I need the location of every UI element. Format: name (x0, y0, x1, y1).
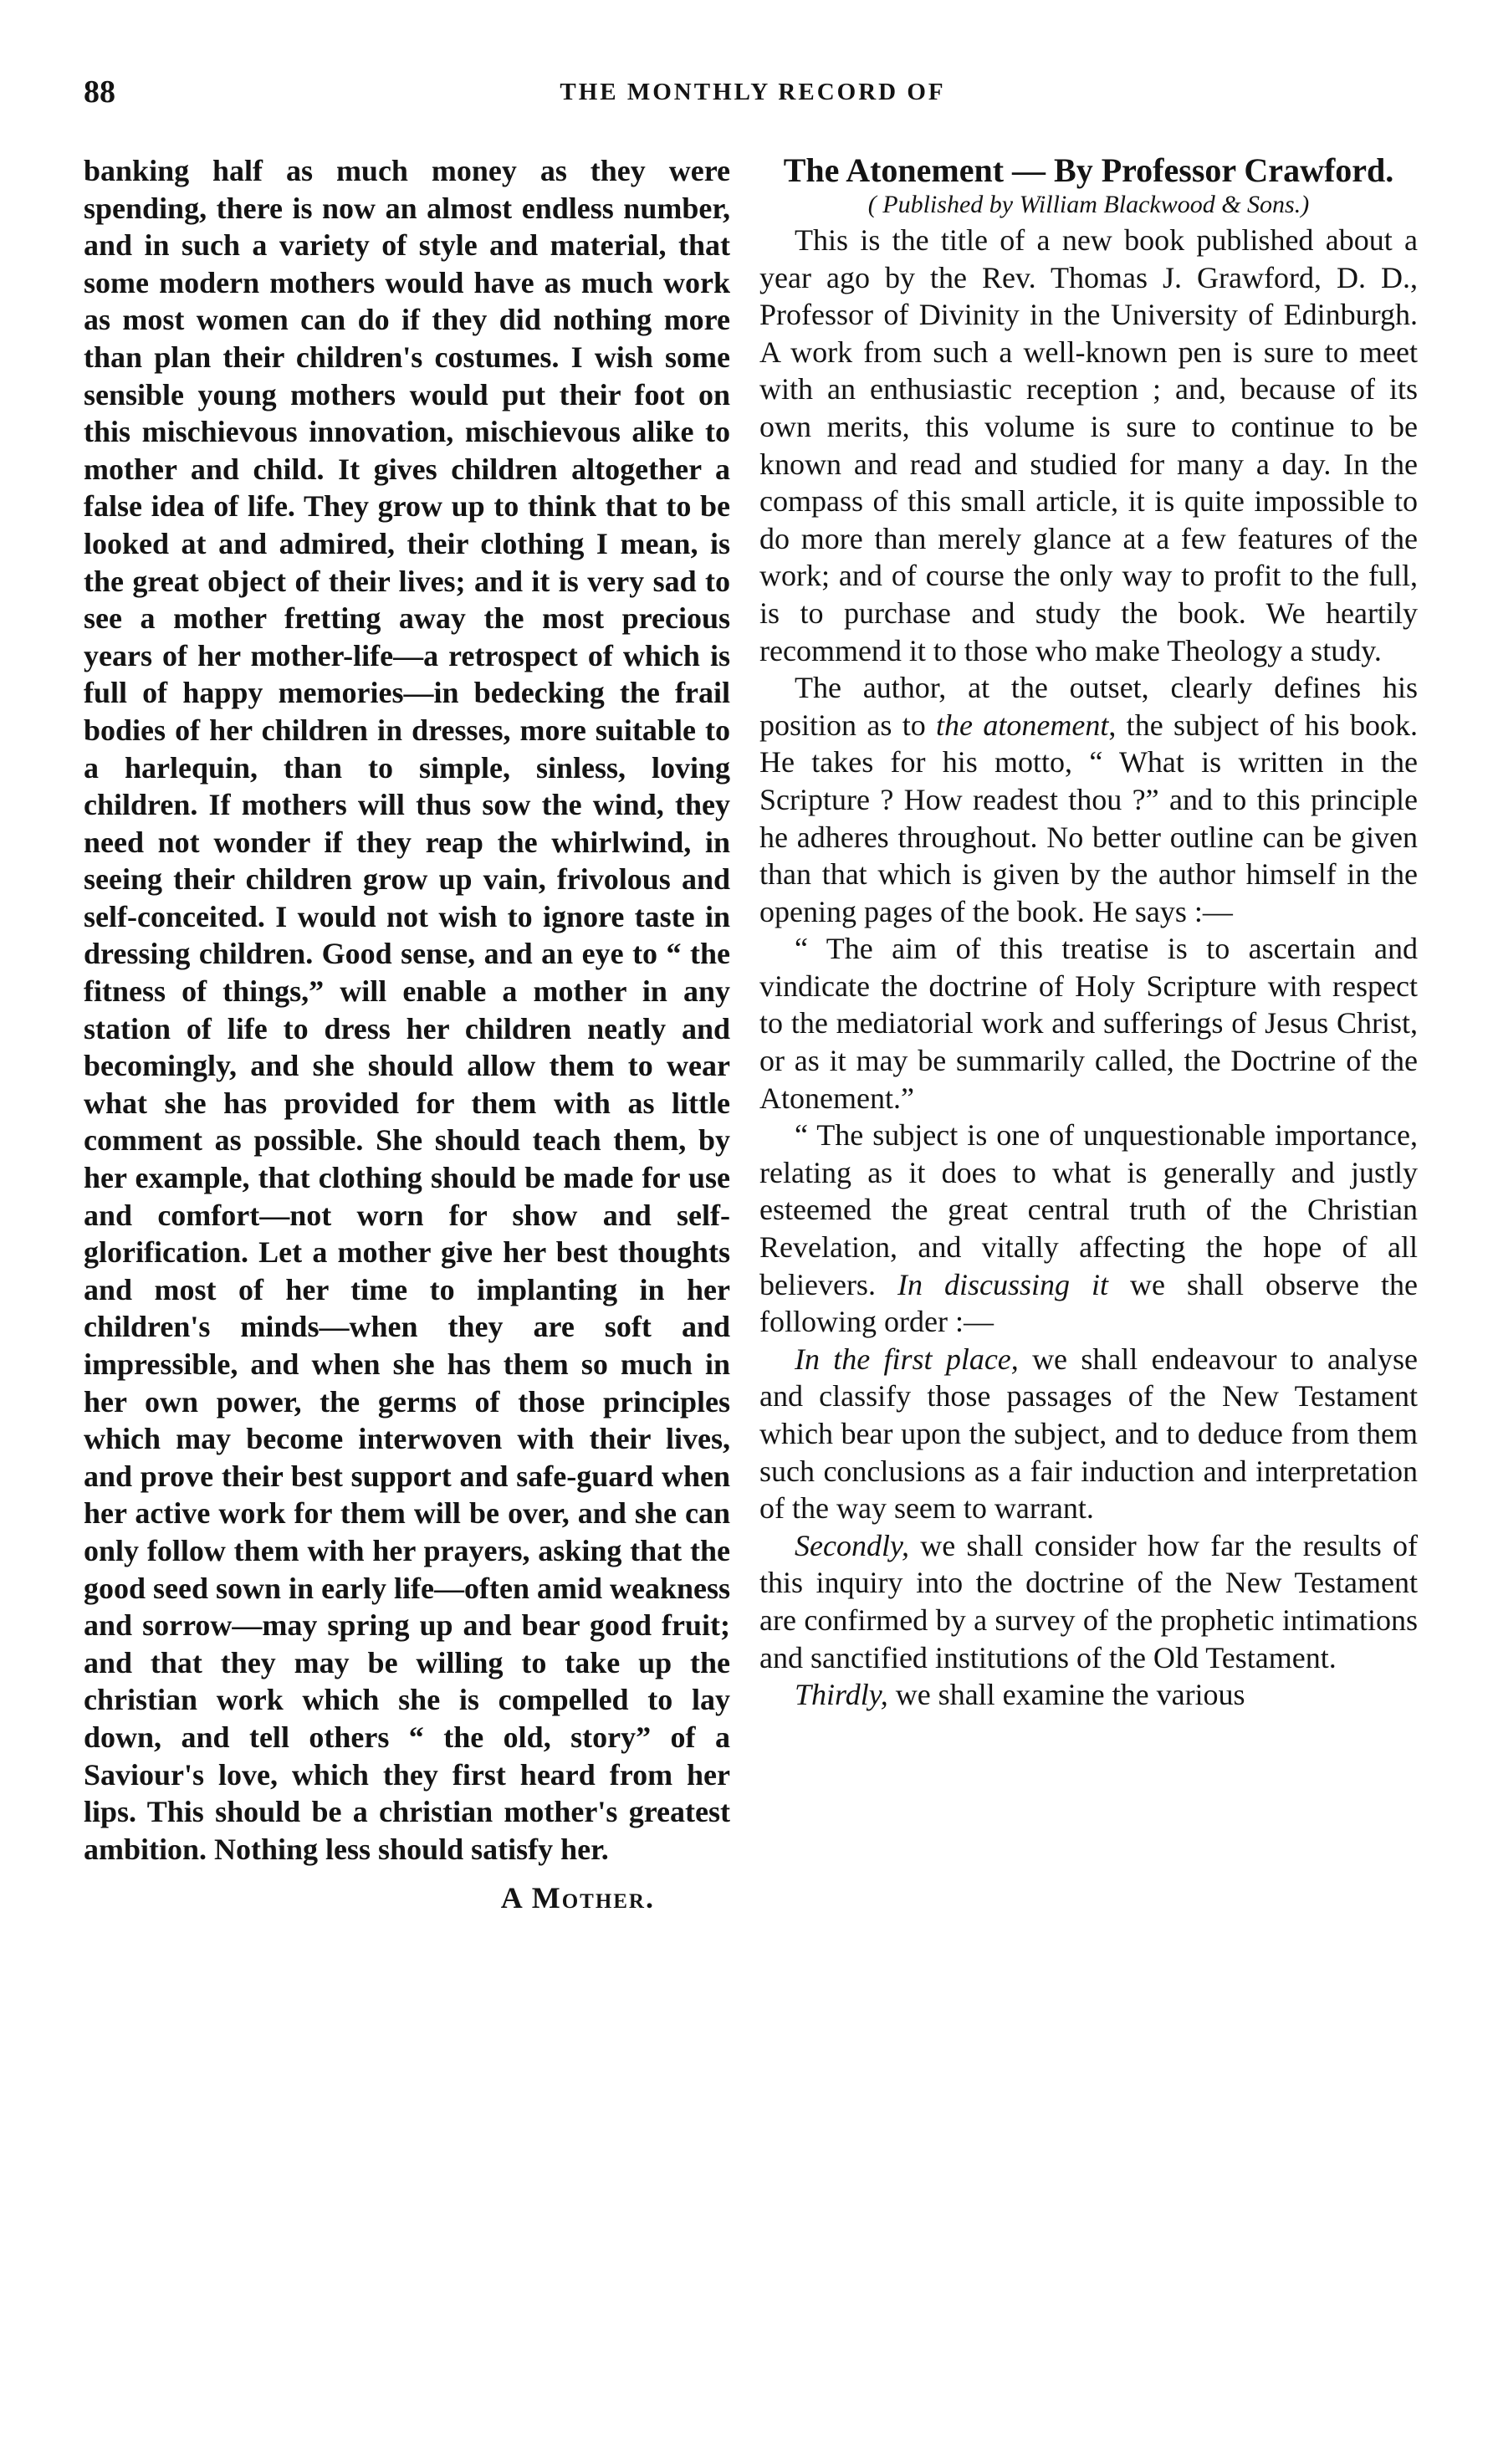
article-title: The Atonement — By Professor Crawford. (783, 151, 1394, 189)
quote-paragraph-2 (759, 1117, 1418, 1341)
p2-text-before: The author, at the outset, clearly defines his position as to (759, 671, 1418, 742)
p6-text: we shall consider how far the results of this inquiry into the doctrine of the New Testament are confirmed by a survey of the prophetic intimations and sanctified institutions of the Old Testament. (759, 1528, 1418, 1674)
right-column (759, 152, 1418, 1714)
p7-text: we shall examine the various (895, 1678, 1245, 1712)
review-paragraph-1: This is the title of a new book published about a year ago by the Rev. Thomas J. Grawford, D. D., Professor of Divinity in the University of Edinburgh. A work from such a well-known pen is sure to meet with an enthusiastic reception ; and, because of its own merits, this volume is sure to continue to be known and read and studied for many a day. In the compass of this small article, it is quite impossible to do more than merely glance at a few features of the work; and of course the only way to profit to the full, is to purchase and study the book. We heartily recommend it to those who make Theology a study. (759, 223, 1418, 667)
order-first (759, 1341, 1418, 1527)
page-header (84, 74, 1422, 115)
review-paragraph-2 (759, 669, 1418, 930)
p2-text-after: , the subject of his book. He takes for his motto, “ What is written in the Scripture ? How readest thou ?” and to this principle he adheres throughout. No better outline can be given than that which is given by the author himself in the opening pages of the book. He says :— (759, 708, 1419, 928)
order-second (759, 1527, 1418, 1676)
publisher-note: ( Published by William Blackwood & Sons.) (867, 191, 1310, 218)
p4-text-after: we shall observe the following order :— (759, 1267, 1419, 1339)
page-number: 88 (84, 74, 115, 110)
quote-paragraph-1: “ The aim of this treatise is to ascertain and vindicate the doctrine of Holy Scripture with respect to the mediatorial work and sufferings of Jesus Christ, or as it may be summarily called, the Doctrine of the Atonement.” (759, 932, 1418, 1115)
p7-emphasis: Thirdly, (795, 1678, 888, 1712)
p5-emphasis: In the first place, (795, 1342, 1019, 1376)
p2-emphasis: the atonement (936, 708, 1109, 742)
signature: A Mother. (500, 1881, 655, 1915)
left-column (84, 152, 730, 1917)
p5-text: we shall endeavour to analyse and classify those passages of the New Testament which bear upon the subject, and to deduce from them such conclusions as a fair induction and interpretation of the way seem to warrant. (759, 1342, 1419, 1526)
mother-letter-paragraph: banking half as much money as they were spending, there is now an almost endless number, and in such a variety of style and material, that some modern mothers would have as much work as most women can do if they did nothing more than plan their children's costumes. I wish some sensible young mothers would put their foot on this mischievous innovation, mischievous alike to mother and child. It gives children altogether a false idea of life. They grow up to think that to be looked at and admired, their clothing I mean, is the great object of their lives; and it is very sad to see a mother fretting away the most precious years of her mother-life—a retrospect of which is full of happy memories—in bedecking the frail bodies of her children in dresses, more suitable to a harlequin, than to simple, sinless, loving children. If mothers will thus sow the wind, they need not wonder if they reap the whirlwind, in seeing their children grow up vain, frivolous and self-conceited. I would not wish to ignore taste in dressing children. Good sense, and an eye to “ the fitness of things,” will enable a mother in any station of life to dress her children neatly and becomingly, and she should allow them to wear what she has provided for them with as little comment as possible. She should teach them, by her example, that clothing should be made for use and comfort—not worn for show and self-glorification. Let a mother give her best thoughts and most of her time to implanting in her children's minds—when they are soft and impressible, and when she has them so much in her own power, the germs of those principles which may become interwoven with their lives, and prove their best support and safe-guard when her active work for them will be over, and she can only follow them with her prayers, asking that the good seed sown in early life—often amid weakness and sorrow—may spring up and bear good fruit; and that they may be willing to take up the christian work which she is compelled to lay down, and tell others “ the old, story” of a Saviour's love, which they first heard from her lips. This should be a christian mother's greatest ambition. Nothing less should satisfy her. (84, 154, 730, 1866)
p4-emphasis: In discussing it (897, 1267, 1109, 1301)
order-third (759, 1676, 1418, 1714)
running-title: THE MONTHLY RECORD OF (560, 79, 946, 105)
p6-emphasis: Secondly, (795, 1528, 909, 1562)
p4-text-before: “ The subject is one of unquestionable importance, relating as it does to what is generally and justly esteemed the great central truth of the Christian Revelation, and vitally affecting the hope of all believers. (759, 1118, 1418, 1301)
